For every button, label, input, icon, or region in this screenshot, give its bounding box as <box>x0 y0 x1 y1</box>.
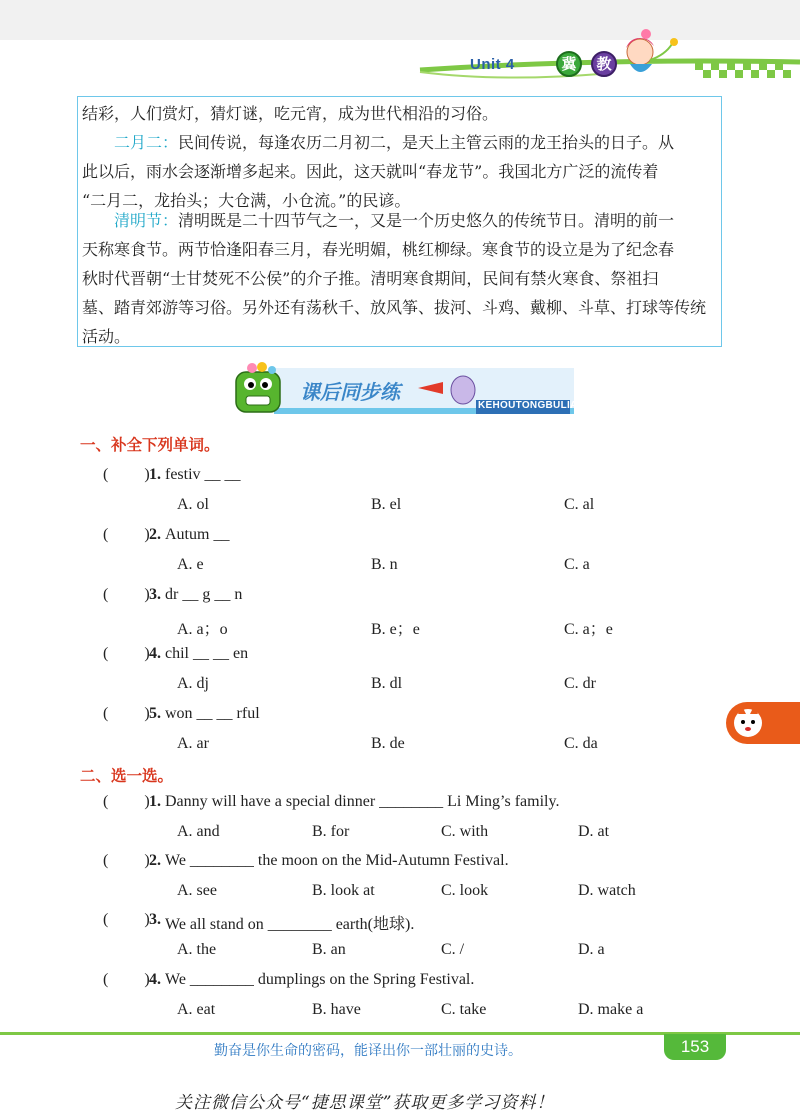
option-d: D. a <box>578 941 605 958</box>
reading-line: 民间传说，每逢农历二月初二，是天上主管云雨的龙王抬头的日子。从 <box>178 133 675 152</box>
option-b: B. have <box>312 1001 361 1018</box>
option-d: D. make a <box>578 1001 644 1018</box>
question-number: 2. <box>149 852 161 869</box>
option-c: C. al <box>564 496 595 513</box>
question-stem: chil __ __ en <box>165 645 249 662</box>
reading-line: “二月二，龙抬头；大仓满，小仓流。”的民谚。 <box>82 191 411 210</box>
option-b: B. n <box>371 556 398 573</box>
option-a: A. and <box>177 823 220 840</box>
section2-heading: 二、选一选。 <box>80 767 174 785</box>
banner-subtitle: KEHOUTONGBULIAN <box>478 400 586 411</box>
reading-line: 结彩，人们赏灯，猜灯谜，吃元宵，成为世代相沿的习俗。 <box>82 104 499 123</box>
unit-label: Unit 4 <box>470 56 515 73</box>
option-d: D. at <box>578 823 610 840</box>
question-stem: We all stand on ________ earth(地球). <box>165 916 415 933</box>
reading-paragraph-qingming <box>82 206 722 235</box>
option-c: C. a <box>564 556 590 573</box>
banner-title: 课后同步练 <box>300 380 400 404</box>
footer-motto: 勤奋是你生命的密码，能译出你一部壮丽的史诗。 <box>214 1043 522 1059</box>
option-c: C. / <box>441 941 465 958</box>
term-qingming: 清明节： <box>114 211 179 230</box>
question-stem: won __ __ rful <box>165 705 260 722</box>
option-b: B. look at <box>312 882 375 899</box>
answer-paren[interactable]: ( ) <box>103 705 150 722</box>
question-number: 1. <box>149 466 161 483</box>
header-decoration <box>0 0 800 92</box>
reading-line: 天称寒食节。两节恰逢阳春三月，春光明媚，桃红柳绿。寒食节的设立是为了纪念春 <box>82 240 675 259</box>
option-a: A. ar <box>177 735 209 752</box>
answer-paren[interactable]: ( ) <box>103 466 150 483</box>
answer-paren[interactable]: ( ) <box>103 645 150 662</box>
publisher-badge-jiao: 教 <box>591 51 617 77</box>
option-a: A. e <box>177 556 204 573</box>
section-banner <box>228 362 586 418</box>
reading-line: 此以后，雨水会逐渐增多起来。因此，这天就叫“春龙节”。我国北方广泛的流传着 <box>82 162 659 181</box>
fox-mascot-icon <box>726 702 800 744</box>
option-b: B. an <box>312 941 346 958</box>
option-a: A. eat <box>177 1001 216 1018</box>
reading-line: 活动。 <box>82 327 131 346</box>
option-a: A. dj <box>177 675 209 692</box>
reading-line: 秋时代晋朝“士甘焚死不公侯”的介子推。清明寒食期间，民间有禁火寒食、祭祖扫 <box>82 269 659 288</box>
question-number: 2. <box>149 526 161 543</box>
option-a: A. ol <box>177 496 209 513</box>
question-stem: We ________ dumplings on the Spring Festival. <box>165 971 475 988</box>
option-c: C. with <box>441 823 489 840</box>
answer-paren[interactable]: ( ) <box>103 526 150 543</box>
question-number: 3. <box>149 586 161 603</box>
page-number: 153 <box>664 1034 726 1060</box>
question-number: 1. <box>149 793 161 810</box>
page-header <box>0 0 800 92</box>
question-stem: Autum __ <box>165 526 230 543</box>
question-number: 4. <box>149 645 161 662</box>
answer-paren[interactable]: ( ) <box>103 852 150 869</box>
option-a: A. a；o <box>177 621 228 638</box>
option-a: A. see <box>177 882 217 899</box>
option-c: C. take <box>441 1001 487 1018</box>
answer-paren[interactable]: ( ) <box>103 793 150 810</box>
question-stem: Danny will have a special dinner ________ Li Ming’s family. <box>165 793 560 810</box>
section1-heading: 一、补全下列单词。 <box>80 436 220 454</box>
answer-paren[interactable]: ( ) <box>103 911 150 928</box>
bottom-note: 关注微信公众号“捷思课堂”获取更多学习资料！ <box>175 1093 555 1113</box>
option-c: C. a；e <box>564 621 613 638</box>
option-d: D. watch <box>578 882 636 899</box>
question-stem: dr __ g __ n <box>165 586 243 603</box>
question-number: 3. <box>149 911 161 928</box>
option-c: C. da <box>564 735 598 752</box>
answer-paren[interactable]: ( ) <box>103 586 150 603</box>
option-b: B. dl <box>371 675 403 692</box>
option-c: C. look <box>441 882 489 899</box>
option-b: B. de <box>371 735 405 752</box>
question-number: 4. <box>149 971 161 988</box>
question-stem: We ________ the moon on the Mid-Autumn Festival. <box>165 852 509 869</box>
reading-paragraph-eryueer <box>82 128 722 157</box>
term-eryueer: 二月二： <box>114 133 179 152</box>
option-b: B. el <box>371 496 402 513</box>
option-b: B. for <box>312 823 350 840</box>
answer-paren[interactable]: ( ) <box>103 971 150 988</box>
question-number: 5. <box>149 705 161 722</box>
option-a: A. the <box>177 941 217 958</box>
option-c: C. dr <box>564 675 596 692</box>
reading-line: 清明既是二十四节气之一，又是一个历史悠久的传统节日。清明的前一 <box>178 211 675 230</box>
reading-line: 墓、踏青郊游等习俗。另外还有荡秋千、放风筝、拔河、斗鸡、戴柳、斗草、打球等传统 <box>82 298 707 317</box>
side-tab <box>726 702 800 744</box>
option-b: B. e；e <box>371 621 420 638</box>
question-stem: festiv __ __ <box>165 466 241 483</box>
publisher-badge-ji: 冀 <box>556 51 582 77</box>
